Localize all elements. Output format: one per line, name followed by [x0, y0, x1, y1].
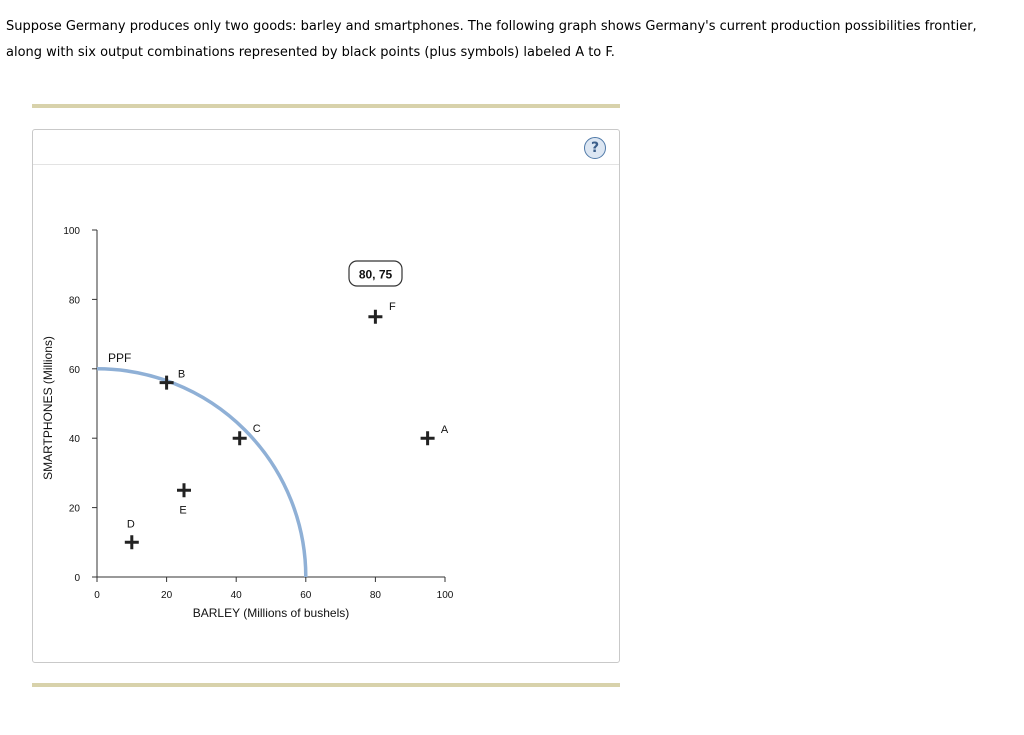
y-tick-label: 0 [74, 573, 80, 584]
y-tick-label: 40 [68, 434, 80, 446]
x-axis-label: BARLEY (Millions of bushels) [192, 606, 350, 620]
point-c-marker [233, 431, 247, 445]
y-tick-label: 20 [68, 503, 80, 515]
x-tick-label: 60 [300, 590, 312, 601]
x-tick-label: 100 [436, 590, 454, 601]
x-tick-label: 20 [161, 590, 173, 601]
point-e-label: E [179, 504, 187, 517]
y-tick-label: 60 [68, 364, 80, 376]
x-tick-label: 0 [94, 590, 100, 601]
problem-statement-line-2: along with six output combinations represented by black points (plus symbols) labeled A to F. [6, 45, 615, 60]
x-tick-label: 40 [230, 590, 242, 601]
point-e-marker [177, 483, 191, 497]
point-a-label: A [440, 424, 449, 437]
problem-statement-line-1: Suppose Germany produces only two goods: barley and smartphones. The following graph shows Germany's current production possibilities frontier, [6, 19, 977, 34]
help-icon[interactable]: ? [584, 137, 606, 159]
tooltip-text: 80, 75 [358, 267, 393, 282]
tooltip [349, 261, 402, 286]
point-c-label: C [252, 423, 261, 436]
bottom-divider [32, 683, 620, 687]
point-f-marker [368, 310, 382, 324]
point-d-label: D [126, 518, 135, 531]
y-tick-label: 80 [68, 295, 80, 307]
ppf-curve [97, 369, 306, 577]
point-d-marker [125, 535, 139, 549]
y-tick-label: 100 [63, 226, 80, 237]
ppf-label: PPF [108, 351, 132, 365]
x-tick-label: 80 [369, 590, 381, 601]
y-axis-label: SMARTPHONES (Millions) [41, 336, 55, 480]
point-a-marker [421, 431, 435, 445]
point-f-label: F [389, 300, 396, 313]
point-b-label: B [177, 368, 186, 381]
